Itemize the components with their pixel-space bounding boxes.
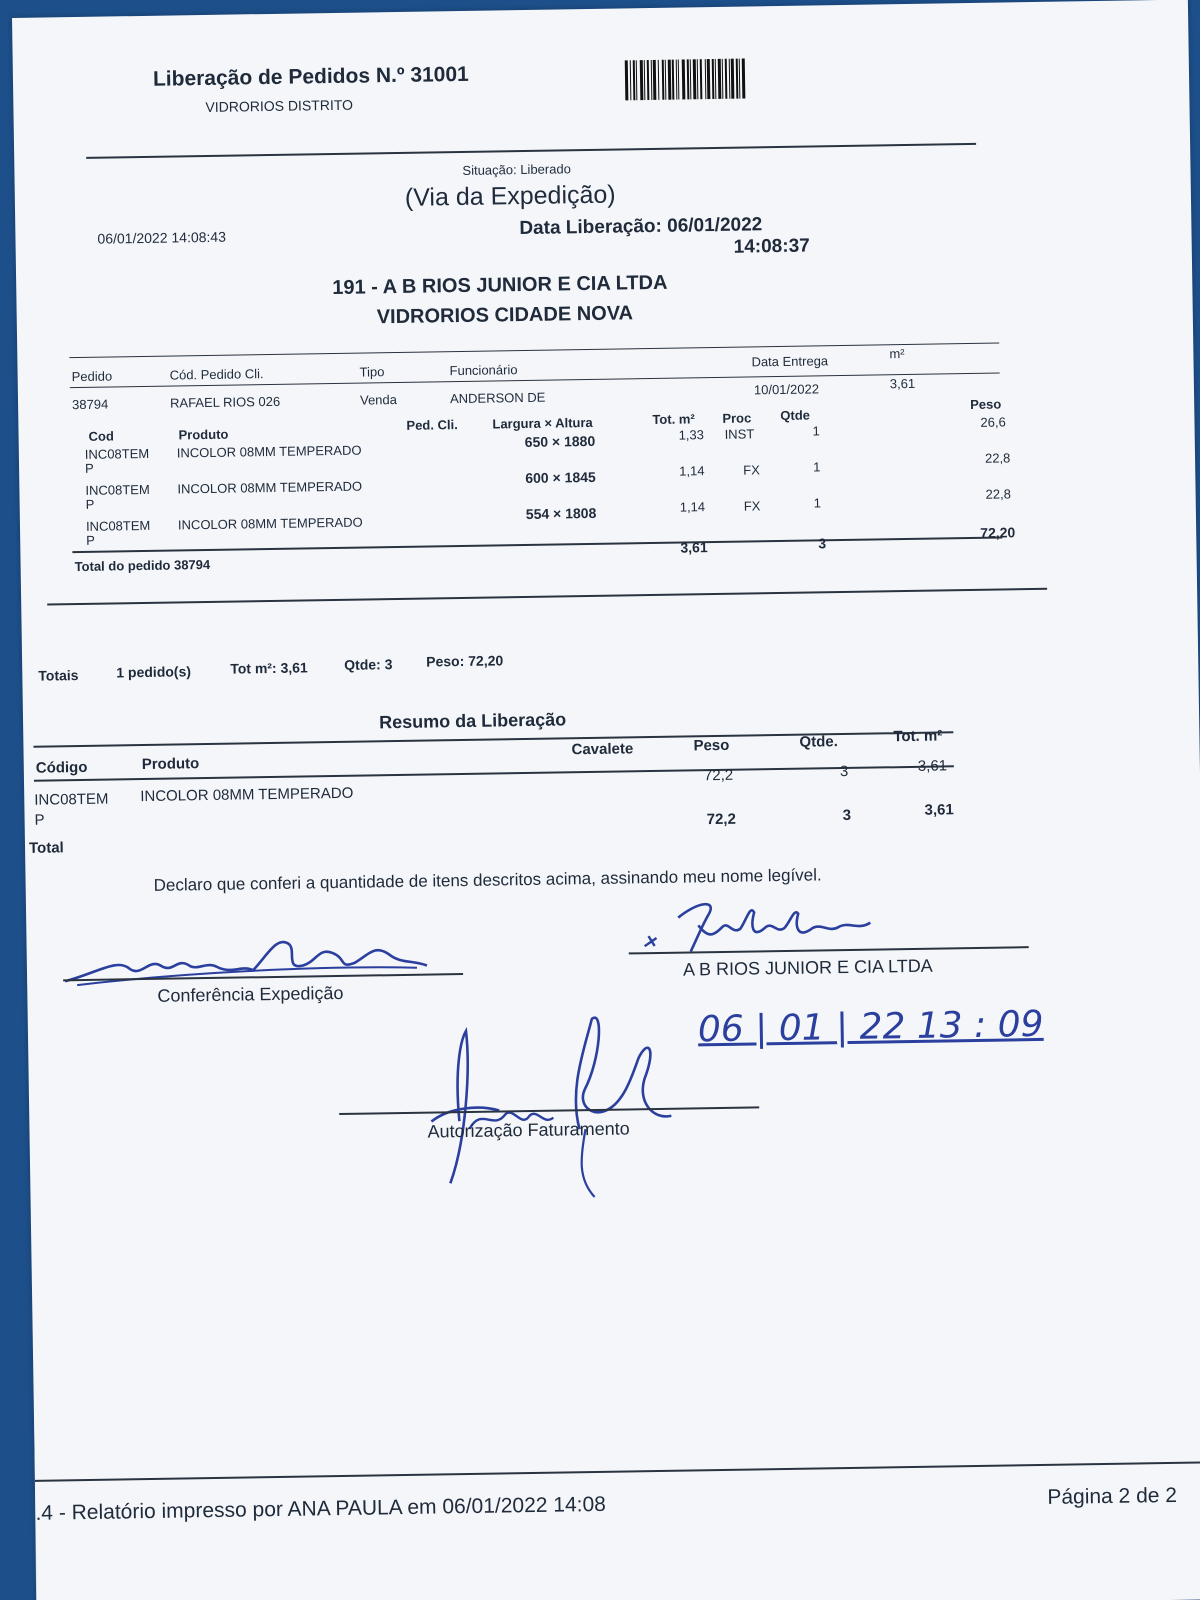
resumo-total-label: Total	[28, 839, 64, 857]
resumo-total-qtde: 3	[842, 806, 852, 825]
item-cod: INC08TEM	[85, 517, 151, 534]
declaration-text: Declaro que conferi a quantidade de itens descritos acima, assinando meu nome legível.	[153, 865, 822, 895]
items-col-cod: Cod	[88, 428, 114, 444]
handwritten-date: 06 | 01 | 22 13 : 09	[697, 1003, 1044, 1051]
item-produto: INCOLOR 08MM TEMPERADO	[176, 442, 362, 461]
situacao: Situação: Liberado	[462, 161, 571, 178]
resumo-tot-m2: 3,61	[917, 757, 948, 775]
order-pedido: 38794	[71, 396, 109, 413]
items-col-peso: Peso	[970, 396, 1002, 412]
order-m2: 3,61	[889, 375, 916, 392]
signature-client-icon	[638, 892, 899, 966]
item-cod-suffix: P	[84, 460, 94, 476]
item-produto: INCOLOR 08MM TEMPERADO	[177, 514, 363, 533]
footer-rule	[35, 1461, 1200, 1481]
resumo-qtde: 3	[839, 762, 849, 781]
item-proc: FX	[743, 498, 761, 514]
client-name: 191 - A B RIOS JUNIOR E CIA LTDA	[332, 271, 668, 300]
item-peso: 26,6	[980, 414, 1006, 430]
order-funcionario: ANDERSON DE	[449, 389, 546, 407]
col-m2: m²	[889, 346, 905, 362]
resumo-peso: 72,2	[703, 766, 734, 785]
barcode-icon	[625, 58, 782, 100]
resumo-col-cavalete: Cavalete	[571, 740, 634, 759]
resumo-title: Resumo da Liberação	[378, 709, 567, 733]
resumo-col-produto: Produto	[141, 755, 200, 774]
order-cod-cli: RAFAEL RIOS 026	[169, 393, 281, 411]
order-total-qtde: 3	[818, 535, 827, 552]
item-qtde: 1	[813, 495, 822, 511]
document-page	[12, 0, 1200, 1600]
totals-m2: Tot m²: 3,61	[230, 659, 308, 677]
company-name: VIDRORIOS DISTRITO	[205, 96, 354, 115]
resumo-codigo: INC08TEM	[34, 790, 109, 809]
item-tot-m2: 1,14	[679, 463, 705, 479]
items-col-largura-altura: Largura × Altura	[492, 414, 593, 432]
signature-label-autorizacao: Autorização Faturamento	[427, 1118, 630, 1142]
footer-page-number: Página 2 de 2	[1047, 1483, 1178, 1509]
order-total-rule	[72, 537, 1002, 554]
item-cod-suffix: P	[85, 496, 95, 512]
resumo-codigo-suffix: P	[34, 811, 45, 829]
items-col-ped-cli: Ped. Cli.	[406, 417, 458, 433]
footer-printed-by: .4 - Relatório impresso por ANA PAULA em 06/01/2022 14:08	[35, 1492, 607, 1525]
resumo-col-tot-m2: Tot. m²	[893, 727, 943, 746]
resumo-col-codigo: Código	[35, 758, 88, 777]
document-title: Liberação de Pedidos N.º 31001	[152, 62, 469, 91]
totals-peso: Peso: 72,20	[426, 652, 504, 670]
resumo-produto: INCOLOR 08MM TEMPERADO	[140, 784, 354, 806]
col-data-entrega: Data Entrega	[751, 353, 829, 370]
order-total-label: Total do pedido 38794	[74, 556, 211, 575]
item-qtde: 1	[813, 459, 821, 475]
col-cod-cli: Cód. Pedido Cli.	[169, 366, 264, 383]
items-col-qtde: Qtde	[780, 407, 811, 423]
totals-label: Totais	[38, 667, 79, 684]
item-produto: INCOLOR 08MM TEMPERADO	[177, 478, 363, 497]
item-dims: 554 × 1808	[525, 504, 597, 522]
totals-qtde: Qtde: 3	[344, 656, 393, 673]
signature-label-conferencia: Conferência Expedição	[157, 982, 344, 1006]
item-cod: INC08TEM	[85, 481, 150, 498]
col-funcionario: Funcionário	[449, 362, 518, 379]
item-tot-m2: 1,14	[679, 499, 706, 515]
resumo-col-peso: Peso	[693, 736, 730, 755]
items-col-produto: Produto	[178, 426, 229, 443]
col-pedido: Pedido	[71, 368, 113, 385]
order-total-peso: 72,20	[980, 524, 1016, 541]
item-cod: INC08TEM	[84, 445, 150, 462]
totals-pedidos: 1 pedido(s)	[116, 663, 192, 681]
data-liberacao: Data Liberação: 06/01/2022	[519, 214, 763, 240]
signature-label-client: A B RIOS JUNIOR E CIA LTDA	[682, 955, 933, 980]
item-dims: 600 × 1845	[525, 468, 596, 486]
header-rule	[86, 143, 976, 159]
order-end-rule	[47, 588, 1047, 606]
items-col-proc: Proc	[722, 410, 752, 426]
item-cod-suffix: P	[86, 532, 96, 548]
order-total-m2: 3,61	[680, 539, 708, 556]
item-peso: 22,8	[985, 486, 1012, 502]
item-dims: 650 × 1880	[524, 432, 596, 450]
order-tipo: Venda	[359, 392, 398, 408]
item-proc: INST	[724, 426, 755, 442]
resumo-col-qtde: Qtde.	[799, 733, 838, 751]
resumo-total-m2: 3,61	[924, 801, 954, 819]
item-tot-m2: 1,33	[678, 427, 705, 443]
resumo-total-peso: 72,2	[706, 810, 737, 829]
items-col-tot-m2: Tot. m²	[652, 411, 695, 427]
item-qtde: 1	[812, 423, 820, 439]
item-peso: 22,8	[984, 450, 1011, 466]
data-liberacao-time: 14:08:37	[733, 235, 810, 258]
via-label: (Via da Expedição)	[404, 180, 616, 212]
order-data-entrega: 10/01/2022	[753, 381, 820, 398]
item-proc: FX	[743, 462, 760, 478]
client-store: VIDRORIOS CIDADE NOVA	[376, 302, 634, 329]
print-datetime: 06/01/2022 14:08:43	[97, 228, 227, 247]
col-tipo: Tipo	[359, 364, 385, 380]
